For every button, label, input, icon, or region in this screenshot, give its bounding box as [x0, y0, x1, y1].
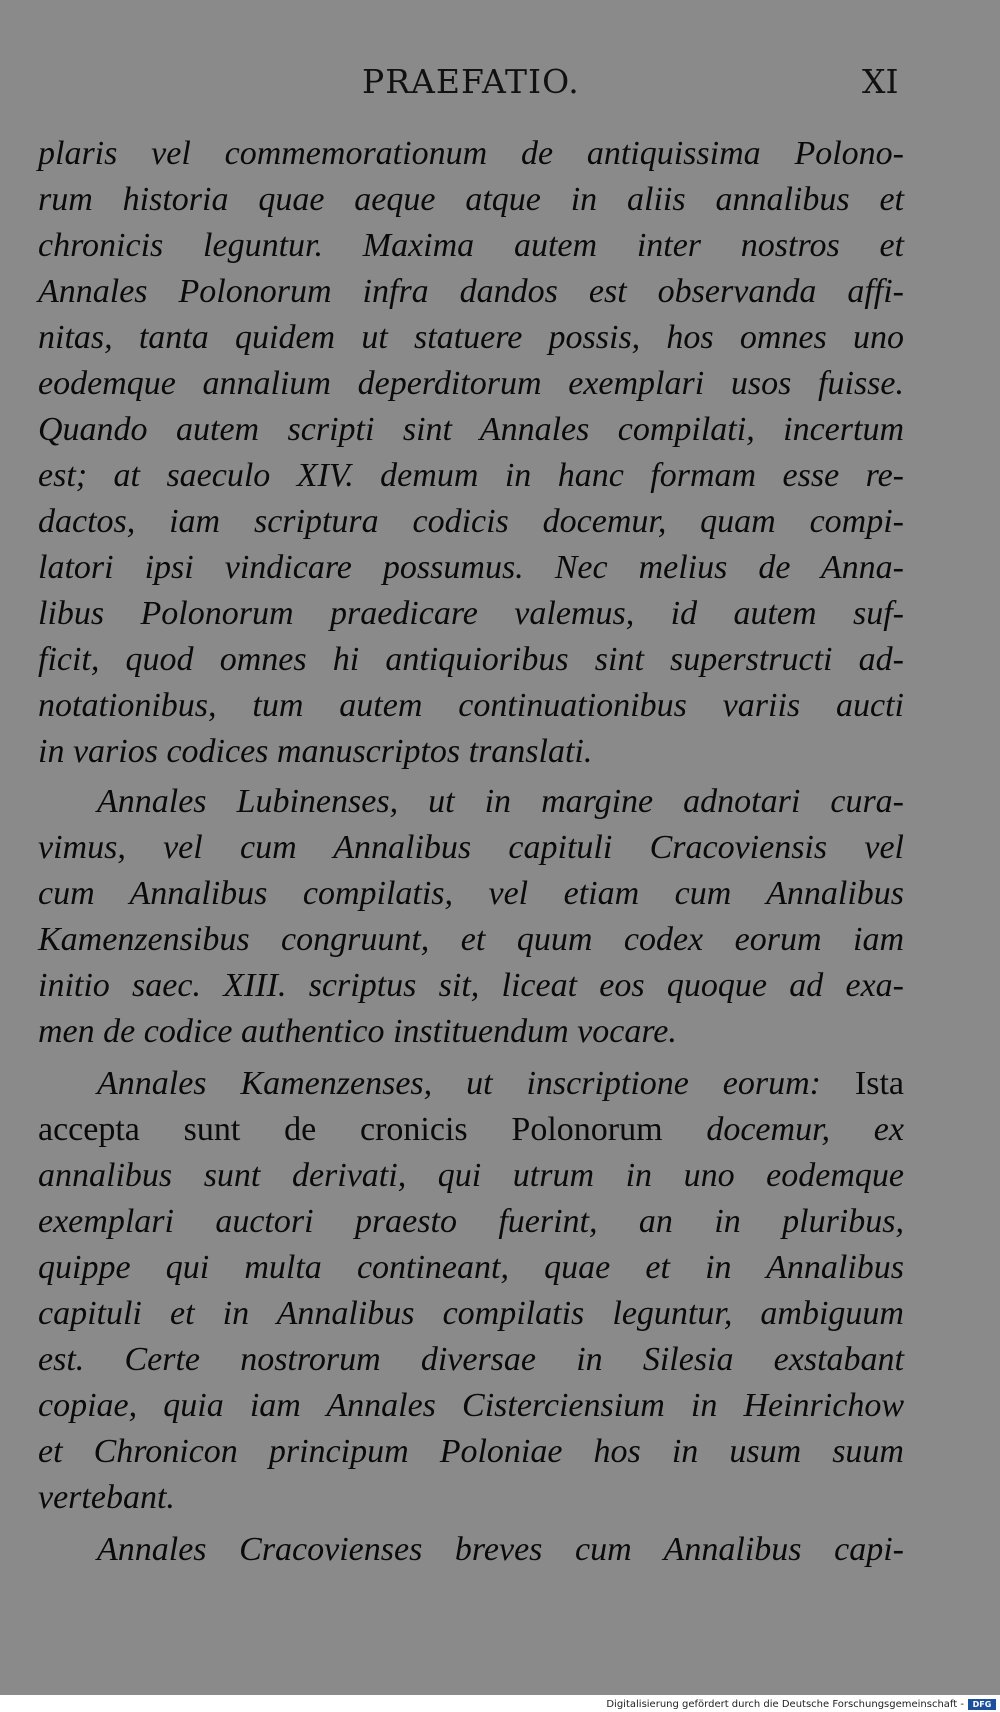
text-line: [97, 1062, 904, 1106]
text-line: rum historia quae aeque atque in aliis annalibus et: [38, 181, 904, 218]
page-number: XI: [862, 62, 899, 101]
roman-run: accepta sunt de cronicis Polonorum: [38, 1111, 663, 1148]
text-line: exemplari auctori praesto fuerint, an in pluribus,: [38, 1203, 904, 1240]
text-line: nitas, tanta quidem ut statuere possis, hos omnes uno: [38, 319, 904, 356]
italic-run: docemur, ex: [662, 1111, 904, 1148]
text-line: latori ipsi vindicare possumus. Nec melius de Anna-: [38, 549, 904, 586]
italic-run: Annales Kamenzenses, ut inscriptione eorum:: [97, 1065, 821, 1102]
text-line: chronicis leguntur. Maxima autem inter nostros et: [38, 227, 904, 264]
text-line: Quando autem scripti sint Annales compilati, incertum: [38, 411, 904, 448]
text-line: est. Certe nostrorum diversae in Silesia exstabant: [38, 1341, 904, 1378]
text-line: notationibus, tum autem continuationibus variis aucti: [38, 687, 904, 724]
running-head: [0, 62, 1000, 112]
text-line: est; at saeculo XIV. demum in hanc formam esse re-: [38, 457, 904, 494]
text-line: vertebant.: [38, 1479, 175, 1516]
dfg-logo: DFG: [968, 1699, 996, 1710]
text-line: initio saec. XIII. scriptus sit, liceat eos quoque ad exa-: [38, 967, 904, 1004]
text-line: Kamenzensibus congruunt, et quum codex eorum iam: [38, 921, 904, 958]
funding-credit: Digitalisierung gefördert durch die Deutsche Forschungsgemeinschaft -: [606, 1699, 964, 1710]
text-line: [38, 1108, 904, 1152]
text-line: capituli et in Annalibus compilatis leguntur, ambiguum: [38, 1295, 904, 1332]
text-line: quippe qui multa contineant, quae et in Annalibus: [38, 1249, 904, 1286]
text-line: copiae, quia iam Annales Cisterciensium in Heinrichow: [38, 1387, 904, 1424]
text-line: Annales Polonorum infra dandos est observanda affi-: [38, 273, 904, 310]
text-line: et Chronicon principum Poloniae hos in usum suum: [38, 1433, 904, 1470]
text-line: plaris vel commemorationum de antiquissima Polono-: [38, 135, 904, 172]
text-line: Annales Cracovienses breves cum Annalibus capi-: [97, 1531, 904, 1568]
text-line: Annales Lubinenses, ut in margine adnotari cura-: [97, 783, 904, 820]
text-line: dactos, iam scriptura codicis docemur, quam compi-: [38, 503, 904, 540]
text-line: eodemque annalium deperditorum exemplari usos fuisse.: [38, 365, 904, 402]
text-line: cum Annalibus compilatis, vel etiam cum Annalibus: [38, 875, 904, 912]
roman-run: Ista: [854, 1065, 905, 1102]
text-line: in varios codices manuscriptos translati.: [38, 733, 593, 770]
text-line: libus Polonorum praedicare valemus, id autem suf-: [38, 595, 904, 632]
footer-bar: [0, 1697, 1000, 1712]
running-title: PRAEFATIO.: [362, 62, 580, 101]
text-line: annalibus sunt derivati, qui utrum in uno eodemque: [38, 1157, 904, 1194]
text-line: ficit, quod omnes hi antiquioribus sint superstructi ad-: [38, 641, 904, 678]
text-line: men de codice authentico instituendum vocare.: [38, 1013, 677, 1050]
text-line: vimus, vel cum Annalibus capituli Cracoviensis vel: [38, 829, 904, 866]
